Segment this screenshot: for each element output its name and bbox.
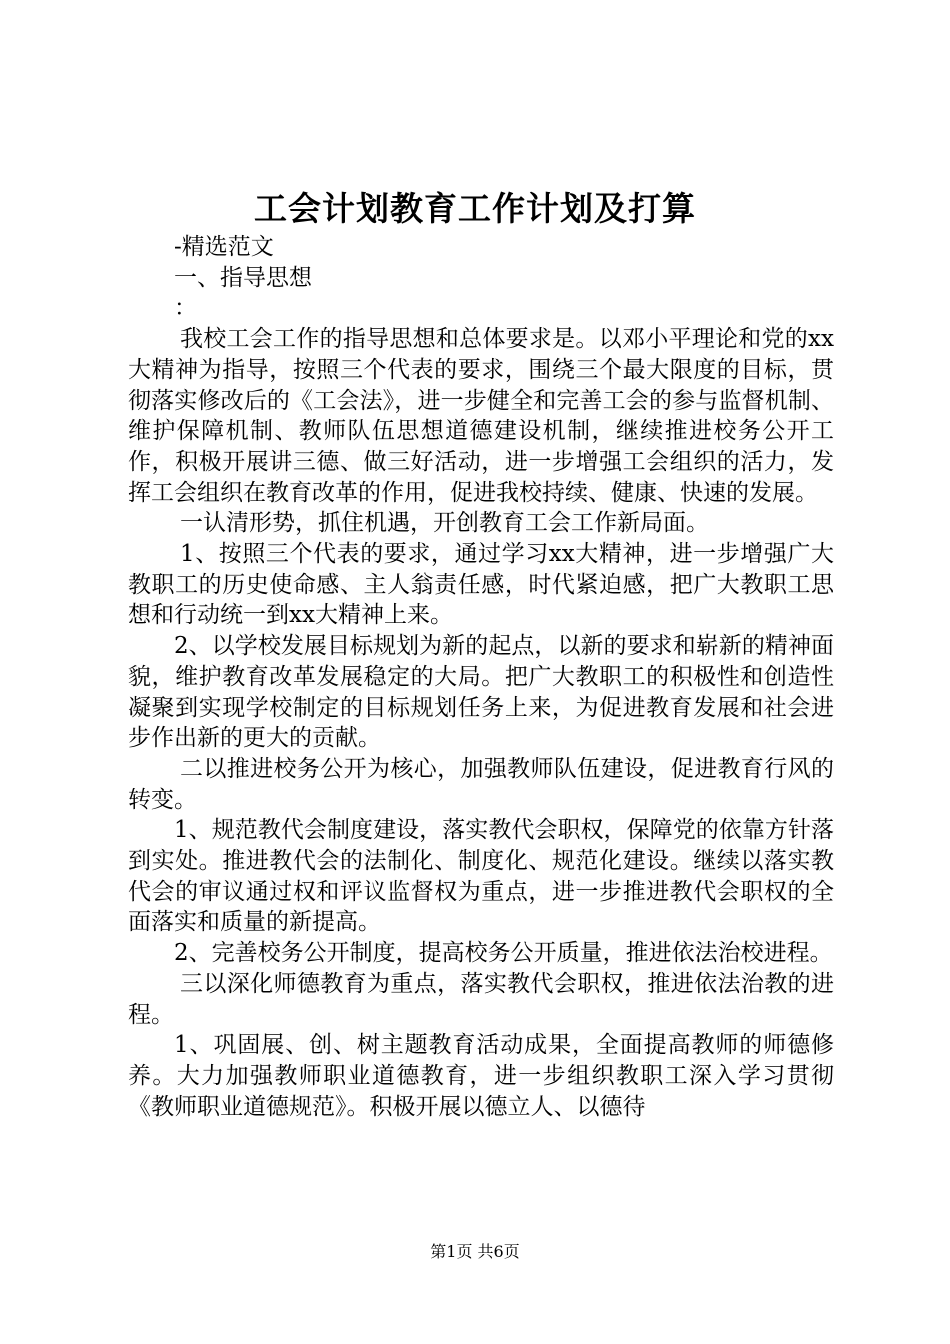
paragraph-5: 二以推进校务公开为核心，加强教师队伍建设，促进教育行风的转变。 <box>128 755 834 813</box>
paragraph-7: 2、完善校务公开制度，提高校务公开质量，推进依法治校进程。 <box>174 940 833 967</box>
paragraph-8: 三以深化师德教育为重点，落实教代会职权，推进依法治教的进程。 <box>128 970 834 1028</box>
paragraph-3: 1、按照三个代表的要求，通过学习xx大精神，进一步增强广大教职工的历史使命感、主人翁责任感，时代紧迫感，把广大教职工思想和行动统一到xx大精神上来。 <box>128 541 834 629</box>
heading-colon: ： <box>174 295 197 322</box>
paragraph-9: 1、巩固展、创、树主题教育活动成果，全面提高教师的师德修养。大力加强教师职业道德教育，进一步组织教职工深入学习贯彻《教师职业道德规范》。积极开展以德立人、以德待 <box>128 1032 834 1120</box>
page-footer: 第1页 共6页 <box>430 1242 520 1261</box>
paragraph-6: 1、规范教代会制度建设，落实教代会职权，保障党的依靠方针落到实处。推进教代会的法制化、制度化、规范化建设。继续以落实教代会的审议通过权和评议监督权为重点，进一步推进教代会职权的全面落实和质量的新提高。 <box>128 817 834 936</box>
paragraph-2: 一认清形势，抓住机遇，开创教育工会工作新局面。 <box>180 510 709 537</box>
section-heading: 一、指导思想 <box>174 264 312 291</box>
subtitle: -精选范文 <box>174 234 274 260</box>
paragraph-4: 2、以学校发展目标规划为新的起点，以新的要求和崭新的精神面貌，维护教育改革发展稳定的大局。把广大教职工的积极性和创造性凝聚到实现学校制定的目标规划任务上来，为促进教育发展和社会进步作出新的更大的贡献。 <box>128 633 834 752</box>
document-body <box>128 232 834 1122</box>
document-title: 工会计划教育工作计划及打算 <box>254 189 696 228</box>
paragraph-1: 我校工会工作的指导思想和总体要求是。以邓小平理论和党的xx大精神为指导，按照三个代表的要求，围绕三个最大限度的目标，贯彻落实修改后的《工会法》，进一步健全和完善工会的参与监督机制、维护保障机制、教师队伍思想道德建设机制，继续推进校务公开工作，积极开展讲三德、做三好活动，进一步增强工会组织的活力，发挥工会组织在教育改革的作用，促进我校持续、健康、快速的发展。 <box>128 326 834 506</box>
